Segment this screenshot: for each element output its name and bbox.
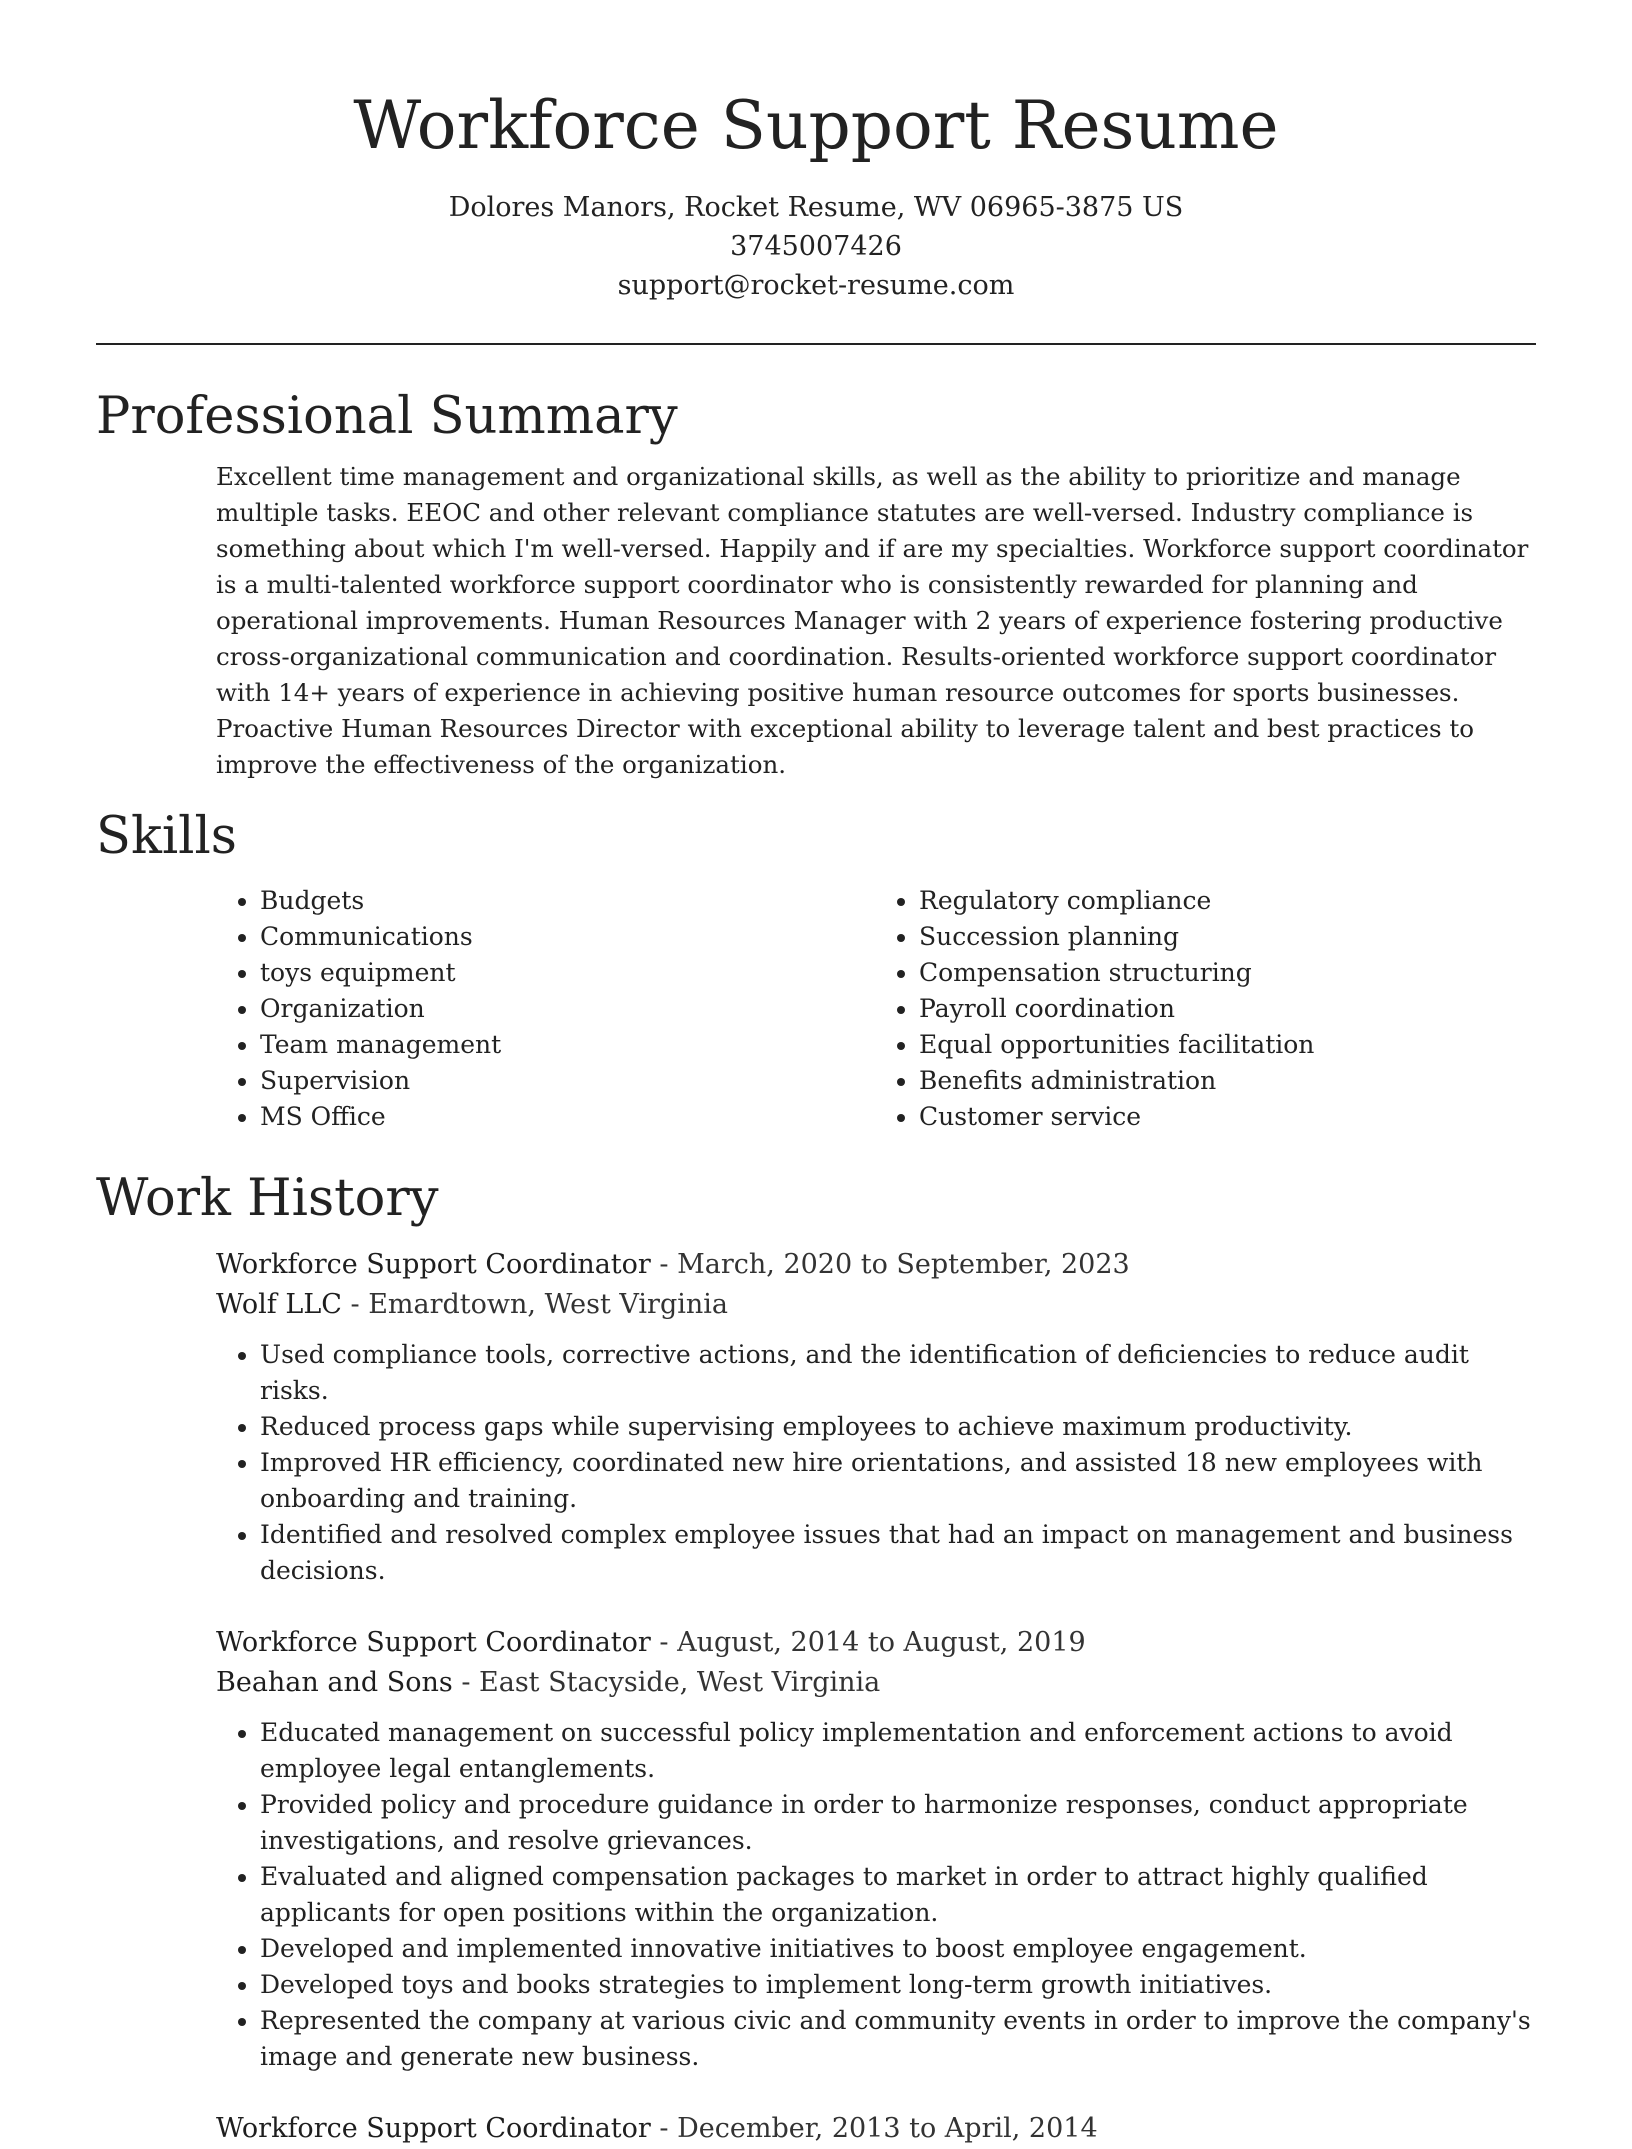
job-location: - Emardtown, West Virginia [341, 1289, 728, 1320]
skills-column-right [875, 883, 1534, 1135]
skill-item: • Benefits administration [919, 1063, 1534, 1099]
skills-heading: Skills [96, 807, 237, 866]
contact-email: support@rocket-resume.com [617, 270, 1015, 301]
job-bullets [216, 1337, 1536, 1589]
contact-phone: 3745007426 [730, 231, 902, 262]
job-entry [216, 1623, 1536, 2075]
job-company: Beahan and Sons [216, 1667, 453, 1698]
job-title-line [216, 1245, 1536, 1285]
job-bullet: • Reduced process gaps while supervising employees to achieve maximum productivity. [260, 1409, 1536, 1445]
job-bullet: • Represented the company at various civic and community events in order to improve the company's image and generate new business. [260, 2003, 1536, 2075]
job-bullets [216, 1715, 1536, 2075]
job-bullet: • Evaluated and aligned compensation packages to market in order to attract highly qualified applicants for open positions within the organization. [260, 1859, 1536, 1931]
job-title-line [216, 1623, 1536, 1663]
job-entry [216, 1245, 1536, 1589]
work-history-heading: Work History [96, 1169, 439, 1228]
skill-item: • Compensation structuring [919, 955, 1534, 991]
job-bullet: • Used compliance tools, corrective actions, and the identification of deficiencies to reduce audit risks. [260, 1337, 1536, 1409]
contact-info [96, 188, 1536, 305]
job-bullet: • Provided policy and procedure guidance in order to harmonize responses, conduct appropriate investigations, and resolve grievances. [260, 1787, 1536, 1859]
skills-list [216, 883, 1534, 1135]
header-divider [96, 343, 1536, 345]
job-dates: - March, 2020 to September, 2023 [650, 1249, 1130, 1280]
skills-column-left [216, 883, 875, 1135]
summary-text: Excellent time management and organizational skills, as well as the ability to prioritize and manage multiple tasks. EEOC and other relevant compliance statutes are well-versed. Industry compliance is something about which I'm well-versed. Happily and if are my specialties. Workforce support coordinator is a multi-talented workforce support coordinator who is consistently rewarded for planning and operational improvements. Human Resources Manager with 2 years of experience fostering productive cross-organizational communication and coordination. Results-oriented workforce support coordinator with 14+ years of experience in achieving positive human resource outcomes for sports businesses. Proactive Human Resources Director with exceptional ability to leverage talent and best practices to improve the effectiveness of the organization. [216, 462, 1529, 779]
skill-item: • Supervision [260, 1063, 875, 1099]
job-bullet: • Developed toys and books strategies to implement long-term growth initiatives. [260, 1967, 1536, 2003]
contact-address: Dolores Manors, Rocket Resume, WV 06965-3875 US [448, 192, 1184, 223]
resume-header [96, 0, 1536, 305]
resume-page [96, 0, 1536, 2149]
job-entry [216, 2109, 1536, 2149]
summary-heading: Professional Summary [96, 387, 678, 446]
job-location: - East Stacyside, West Virginia [452, 1667, 881, 1698]
skill-item: • Customer service [919, 1099, 1534, 1135]
job-bullet: • Improved HR efficiency, coordinated new hire orientations, and assisted 18 new employees with onboarding and training. [260, 1445, 1536, 1517]
job-title: Workforce Support Coordinator [216, 1627, 651, 1658]
skill-item: • Communications [260, 919, 875, 955]
resume-title: Workforce Support Resume [353, 87, 1279, 164]
skill-item: • Regulatory compliance [919, 883, 1534, 919]
job-company-line [216, 1663, 1536, 1703]
job-bullet: • Developed and implemented innovative initiatives to boost employee engagement. [260, 1931, 1536, 1967]
job-bullet: • Identified and resolved complex employee issues that had an impact on management and business decisions. [260, 1517, 1536, 1589]
job-dates: - August, 2014 to August, 2019 [650, 1627, 1086, 1658]
job-bullet: • Educated management on successful policy implementation and enforcement actions to avoid employee legal entanglements. [260, 1715, 1536, 1787]
skill-item: • toys equipment [260, 955, 875, 991]
skill-item: • MS Office [260, 1099, 875, 1135]
job-company: Wolf LLC [216, 1289, 342, 1320]
job-title-line [216, 2109, 1536, 2149]
skill-item: • Budgets [260, 883, 875, 919]
skill-item: • Succession planning [919, 919, 1534, 955]
job-title: Workforce Support Coordinator [216, 2113, 651, 2144]
skill-item: • Organization [260, 991, 875, 1027]
job-dates: - December, 2013 to April, 2014 [650, 2113, 1098, 2144]
job-company-line [216, 1285, 1536, 1325]
skill-item: • Team management [260, 1027, 875, 1063]
skill-item: • Equal opportunities facilitation [919, 1027, 1534, 1063]
job-title: Workforce Support Coordinator [216, 1249, 651, 1280]
skill-item: • Payroll coordination [919, 991, 1534, 1027]
